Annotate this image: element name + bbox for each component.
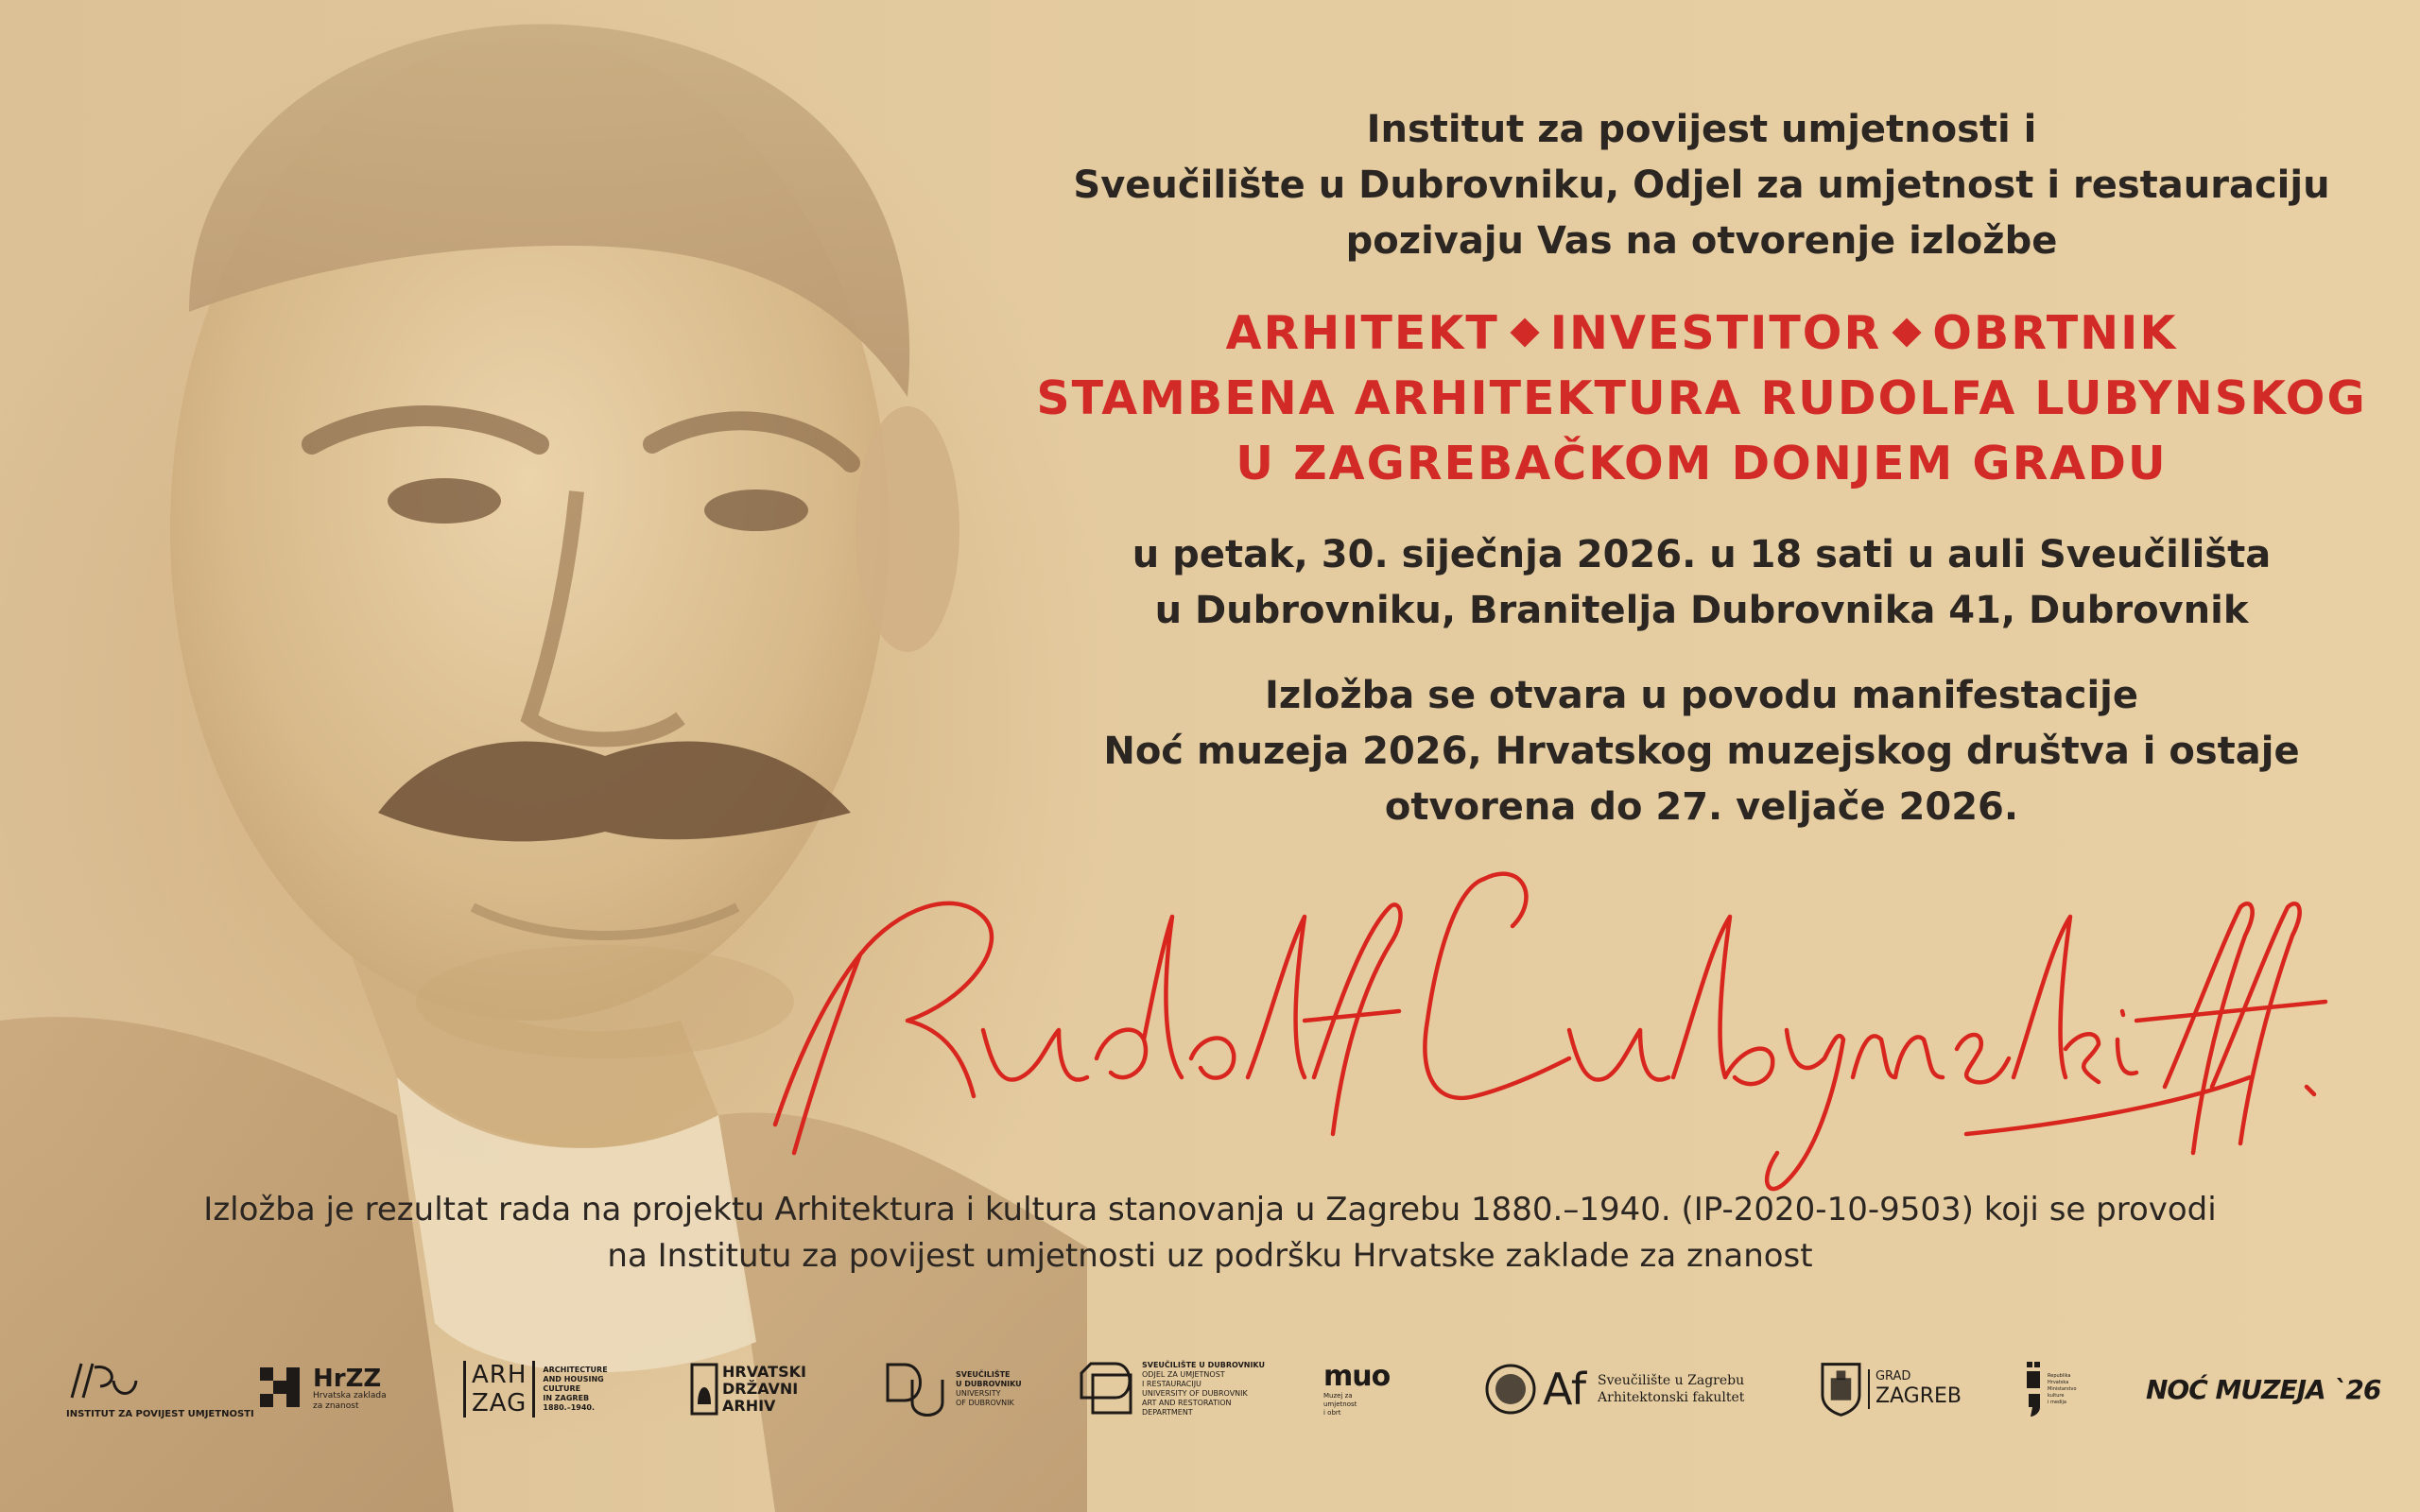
dept-line-2: ODJEL ZA UMJETNOST bbox=[1142, 1370, 1225, 1379]
zagreb-line-2: ZAGREB bbox=[1875, 1384, 1962, 1408]
muo-logo bbox=[1323, 1342, 1437, 1436]
intro-text bbox=[1002, 102, 2401, 269]
unidu-logo bbox=[884, 1342, 1045, 1436]
unidu-mark-icon bbox=[884, 1359, 950, 1419]
hrzz-caption-1: Hrvatska zaklada bbox=[313, 1391, 387, 1400]
arhzag-top: ARH bbox=[472, 1361, 527, 1389]
af-name: Af bbox=[1543, 1364, 1587, 1415]
intro-line-1: Institut za povijest umjetnosti i bbox=[1366, 108, 2037, 151]
arhzag-caption-3: CULTURE bbox=[543, 1384, 581, 1393]
hda-line-3: ARHIV bbox=[722, 1397, 776, 1415]
diamond-separator-icon bbox=[1893, 318, 1922, 347]
funding-line-2: na Institutu za povijest umjetnosti uz podršku Hrvatske zaklade za znanost bbox=[607, 1237, 1813, 1275]
muo-name: muo bbox=[1323, 1359, 1391, 1393]
af-logo bbox=[1484, 1342, 1824, 1436]
zagreb-line-1: GRAD bbox=[1875, 1369, 1911, 1383]
diamond-separator-icon bbox=[1510, 318, 1539, 347]
hrzz-checker-icon bbox=[260, 1367, 307, 1411]
dept-line-3: I RESTAURACIJU bbox=[1142, 1380, 1201, 1388]
unidu-line-3: UNIVERSITY bbox=[956, 1389, 1001, 1398]
hda-logo bbox=[690, 1342, 813, 1436]
note-line-2: Noć muzeja 2026, Hrvatskog muzejskog društva i ostaje bbox=[1103, 730, 2300, 773]
title-part-investor: INVESTITOR bbox=[1549, 306, 1882, 360]
intro-line-3: pozivaju Vas na otvorenje izložbe bbox=[1345, 219, 2058, 263]
title-line-2: STAMBENA ARHITEKTURA RUDOLFA LUBYNSKOG bbox=[1036, 371, 2367, 425]
dept-line-6: DEPARTMENT bbox=[1142, 1408, 1193, 1417]
funding-note bbox=[0, 1187, 2420, 1280]
noc-muzeja-logo bbox=[2146, 1342, 2381, 1436]
arhzag-caption-1: ARCHITECTURE bbox=[543, 1366, 608, 1374]
hda-line-2: DRŽAVNI bbox=[722, 1380, 799, 1398]
unidu-dept-logo bbox=[1078, 1342, 1305, 1436]
arhzag-logo bbox=[463, 1342, 633, 1436]
ministry-mark-icon bbox=[2023, 1360, 2044, 1418]
hrzz-name: HrZZ bbox=[313, 1365, 382, 1393]
af-line-2: Arhitektonski fakultet bbox=[1598, 1390, 1745, 1405]
event-line-1: u petak, 30. siječnja 2026. u 18 sati u auli Sveučilišta bbox=[1132, 533, 2272, 576]
portrait-photo bbox=[0, 0, 1087, 1512]
arhzag-caption-5: 1880.–1940. bbox=[543, 1403, 596, 1412]
ministry-caption-1: Republika bbox=[2048, 1372, 2071, 1379]
intro-line-2: Sveučilište u Dubrovniku, Odjel za umjetnost i restauraciju bbox=[1073, 163, 2330, 207]
arhzag-bottom: ZAG bbox=[472, 1389, 527, 1418]
hda-line-1: HRVATSKI bbox=[722, 1363, 806, 1381]
ministry-caption-5: i medija bbox=[2048, 1399, 2066, 1405]
unidu-line-2: U DUBROVNIKU bbox=[956, 1380, 1022, 1388]
title-part-architect: ARHITEKT bbox=[1225, 306, 1499, 360]
dept-line-4: UNIVERSITY OF DUBROVNIK bbox=[1142, 1389, 1248, 1398]
hda-emblem-icon bbox=[690, 1363, 718, 1416]
muo-caption-2: umjetnost bbox=[1323, 1400, 1357, 1408]
university-seal-icon bbox=[1484, 1363, 1537, 1416]
dept-line-5: ART AND RESTORATION bbox=[1142, 1399, 1232, 1407]
af-line-1: Sveučilište u Zagrebu bbox=[1598, 1373, 1745, 1388]
muo-caption-1: Muzej za bbox=[1323, 1391, 1353, 1400]
note-line-1: Izložba se otvara u povodu manifestacije bbox=[1264, 674, 2139, 717]
partner-logos bbox=[57, 1342, 2381, 1436]
muo-caption-3: i obrt bbox=[1323, 1408, 1341, 1417]
title-line-3: U ZAGREBAČKOM DONJEM GRADU bbox=[1236, 437, 2168, 490]
hrzz-caption-2: za znanost bbox=[313, 1401, 359, 1411]
ministry-caption-4: kulture bbox=[2048, 1392, 2065, 1399]
dept-mark-icon bbox=[1078, 1360, 1136, 1418]
hrzz-logo bbox=[260, 1342, 402, 1436]
exhibition-title bbox=[1002, 301, 2401, 496]
event-details bbox=[1002, 527, 2401, 639]
unidu-line-1: SVEUČILIŠTE bbox=[956, 1370, 1011, 1379]
ministry-caption-2: Hrvatska bbox=[2048, 1379, 2069, 1385]
ipu-caption: INSTITUT ZA POVIJEST UMJETNOSTI bbox=[66, 1408, 254, 1419]
unidu-line-4: OF DUBROVNIK bbox=[956, 1399, 1014, 1407]
ipu-logo bbox=[66, 1342, 254, 1436]
funding-line-1: Izložba je rezultat rada na projektu Arhitektura i kultura stanovanja u Zagrebu 1880.–1940. (IP-2020-10-9503) koji se provodi bbox=[203, 1191, 2217, 1228]
ministry-caption-3: Ministarstvo bbox=[2048, 1385, 2077, 1392]
title-part-craftsman: OBRTNIK bbox=[1932, 306, 2178, 360]
event-line-2: u Dubrovniku, Branitelja Dubrovnika 41, Dubrovnik bbox=[1154, 589, 2249, 632]
grad-zagreb-logo bbox=[1820, 1342, 1962, 1436]
noc-muzeja-name: NOĆ MUZEJA `26 bbox=[2146, 1373, 2381, 1405]
dept-line-1: SVEUČILIŠTE U DUBROVNIKU bbox=[1142, 1361, 1265, 1369]
zagreb-coat-of-arms-icon bbox=[1820, 1361, 1862, 1418]
arhzag-caption-2: AND HOUSING bbox=[543, 1375, 604, 1383]
title-line-1 bbox=[1002, 301, 2401, 366]
arhzag-caption-4: IN ZAGREB bbox=[543, 1394, 590, 1402]
signature-image bbox=[737, 841, 2344, 1200]
note-line-3: otvorena do 27. veljače 2026. bbox=[1384, 785, 2019, 829]
occasion-note bbox=[1002, 668, 2401, 835]
ipu-mark-icon bbox=[66, 1360, 142, 1409]
ministry-logo bbox=[2023, 1342, 2099, 1436]
